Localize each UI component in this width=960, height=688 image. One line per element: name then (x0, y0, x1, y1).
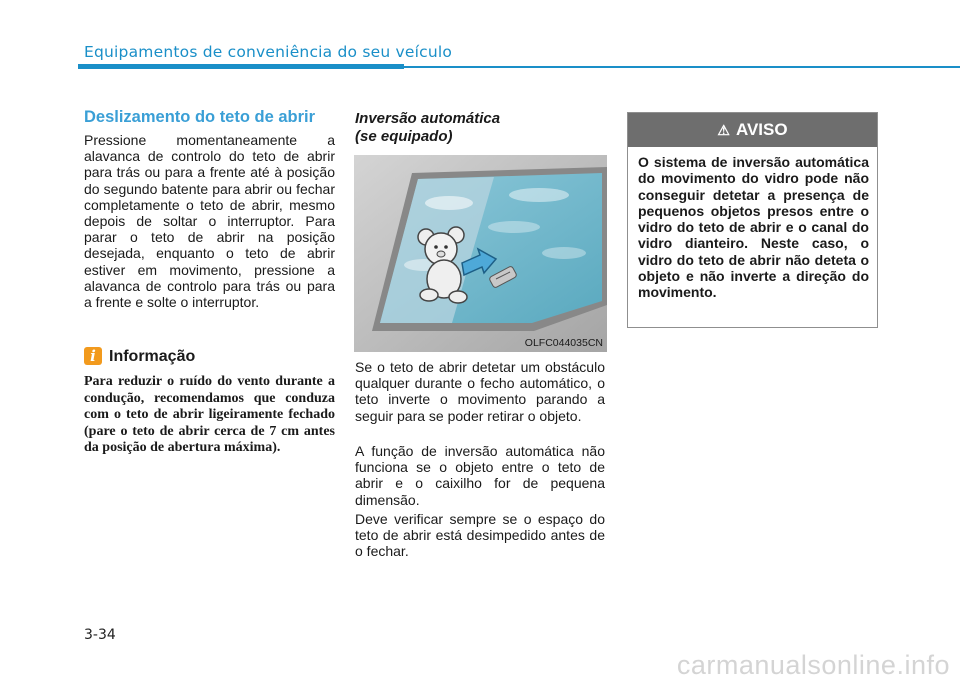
sliding-sunroof-paragraph: Pressione momentaneamente a alavanca de controlo do teto de abrir para trás ou para a frente até à posição do segundo batente para abrir ou fechar completamente o teto de abrir, mesmo depois de soltar o interruptor. Para parar o teto de abrir na posição desejada, enquanto o teto de abrir estiver em movimento, pressione a alavanca de controlo para trás ou para a frente e solte o interruptor. (84, 132, 335, 311)
header-accent-bar (78, 64, 404, 69)
warning-triangle-icon: ⚠ (717, 122, 730, 138)
chapter-header-title: Equipamentos de conveniência do seu veículo (84, 43, 453, 61)
auto-reverse-title-line1: Inversão automática (355, 110, 501, 127)
warning-label: AVISO (735, 120, 788, 139)
auto-reverse-paragraph-1: Se o teto de abrir detetar um obstáculo qualquer durante o fecho automático, o teto inverte o movimento parando a seguir para se poder retirar o objeto. (355, 359, 605, 424)
watermark: carmanualsonline.info (676, 650, 950, 680)
auto-reverse-title-line2: (se equipado) (355, 128, 453, 145)
section-title-sliding-sunroof: Deslizamento do teto de abrir (84, 108, 316, 126)
information-text: Para reduzir o ruído do vento durante a condução, recomendamos que conduza com o teto de abrir ligeiramente fechado (pare o teto de abrir cerca de 7 cm antes da posição de abertura máxima). (84, 374, 335, 455)
section-title-auto-reverse (355, 110, 500, 146)
warning-box (627, 112, 878, 328)
warning-text: O sistema de inversão automática do movimento do vidro pode não conseguir detetar a presença de pequenos objetos presos entre o vidro do teto de abrir e o canal do vidro dianteiro. Neste caso, o vidro do teto de abrir não deteta o objeto e não inverte a direção do movimento. (638, 154, 869, 301)
page-number: 3-34 (84, 627, 116, 643)
information-title: Informação (109, 348, 196, 365)
auto-reverse-paragraph-2: A função de inversão automática não funciona se o objeto entre o teto de abrir e o caixilho for de pequena dimensão. (355, 443, 605, 508)
info-icon: i (84, 347, 102, 365)
figure-caption: OLFC044035CN (524, 337, 603, 349)
sunroof-illustration (354, 155, 607, 352)
warning-header (628, 113, 877, 147)
header-rule (404, 66, 960, 68)
auto-reverse-paragraph-3: Deve verificar sempre se o espaço do teto de abrir está desimpedido antes de o fechar. (355, 511, 605, 560)
sunroof-drawing (354, 155, 607, 352)
